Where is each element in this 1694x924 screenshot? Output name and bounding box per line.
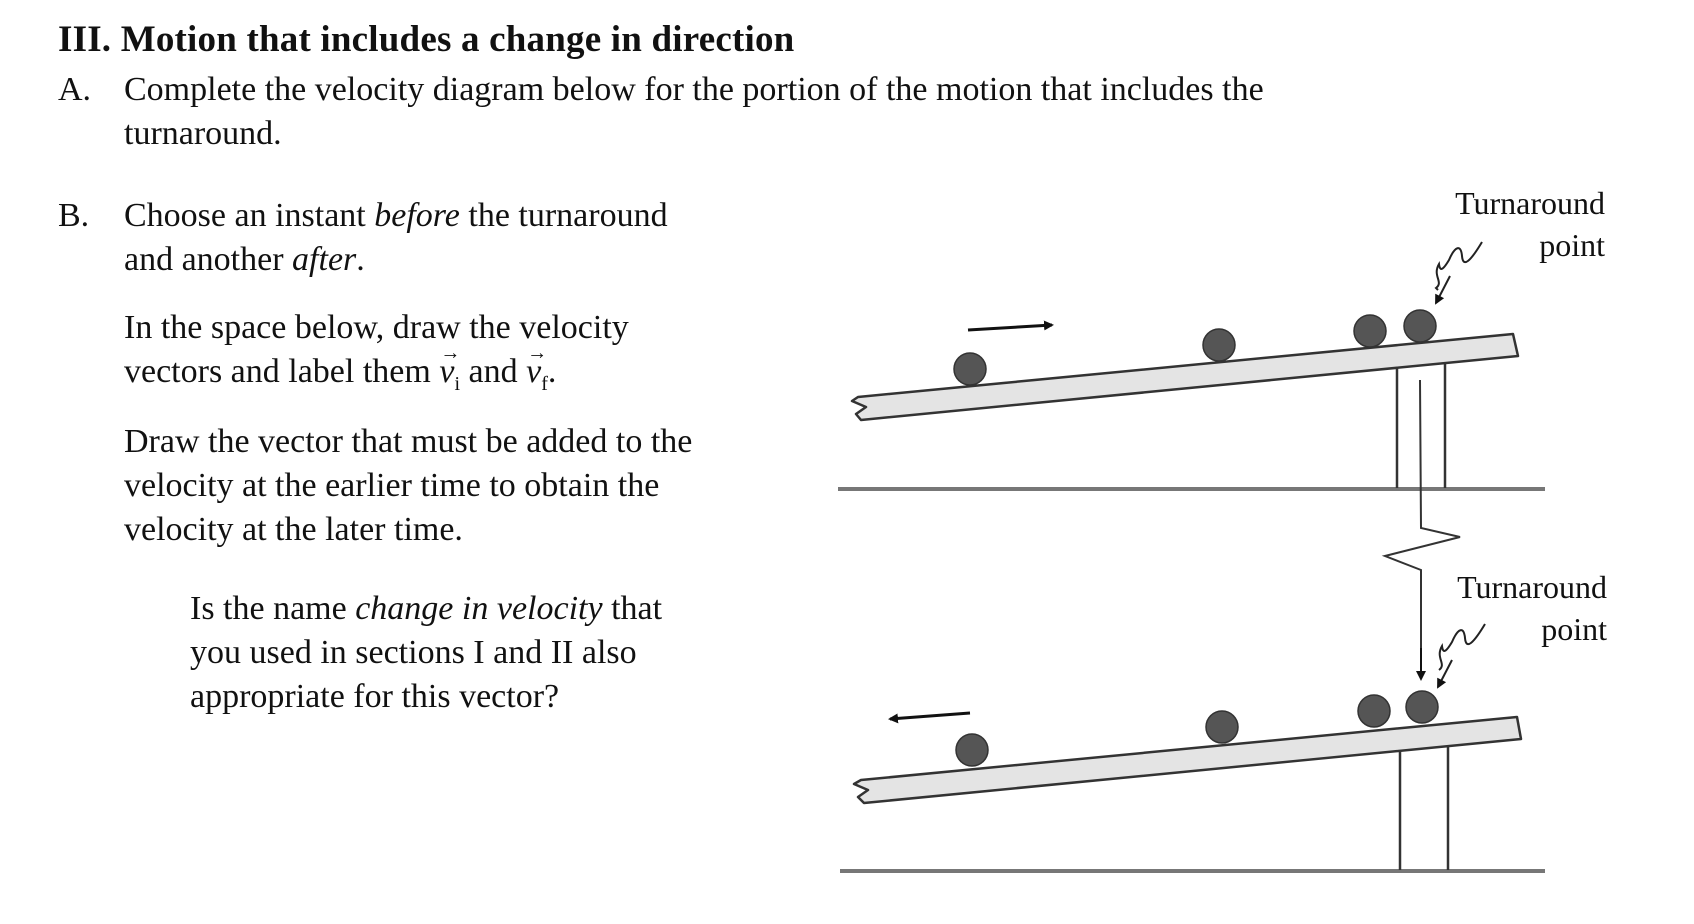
part-b-marker: B. (58, 197, 90, 234)
top-ball-2 (1203, 329, 1235, 361)
part-a-marker: A. (58, 71, 92, 108)
emphasis-before: before (374, 197, 460, 234)
bottom-turnaround-pointer-tail (1438, 660, 1452, 687)
bottom-ramp (854, 717, 1521, 803)
part-b-p1-line-1: Choose an instant before the turnaround (124, 197, 668, 234)
vector-v-initial: → $v_i$ (439, 350, 460, 406)
part-a-line-1: Complete the velocity diagram below for the portion of the motion that includes the (124, 71, 1264, 108)
top-ball-1 (954, 353, 986, 385)
question-line-1: Is the name change in velocity that (190, 590, 663, 627)
top-ball-3 (1354, 315, 1386, 347)
vector-v-final: → $v_f$ (526, 350, 548, 406)
top-scene (838, 242, 1545, 489)
part-b-p1-line-2: and another after. (124, 241, 365, 278)
top-turnaround-label: Turnaround point (1455, 185, 1605, 263)
part-b-p3-line-2: velocity at the earlier time to obtain the (124, 467, 660, 504)
bottom-motion-arrow (890, 713, 970, 719)
question-line-2: you used in sections I and II also (190, 634, 637, 671)
part-b-p2-line-1: In the space below, draw the velocity (124, 309, 629, 346)
top-turnaround-pointer (1436, 242, 1482, 290)
bottom-ball-4 (1406, 691, 1438, 723)
emphasis-after: after (292, 241, 357, 278)
question-line-3: appropriate for this vector? (190, 678, 560, 715)
top-ball-4 (1404, 310, 1436, 342)
part-b-p2-line-2: vectors and label them → $v_i$ and → $v_f$. (124, 350, 629, 406)
bottom-ball-3 (1358, 695, 1390, 727)
emphasis-change-in-velocity: change in velocity (355, 590, 603, 627)
part-b-p3-line-3: velocity at the later time. (124, 511, 463, 548)
section-heading: III. Motion that includes a change in direction (58, 19, 795, 60)
part-a-line-2: turnaround. (124, 115, 282, 152)
top-motion-arrow (968, 325, 1052, 330)
top-ramp (852, 334, 1518, 420)
bottom-scene (840, 624, 1545, 871)
bottom-ball-1 (956, 734, 988, 766)
part-b-p3-line-1: Draw the vector that must be added to the (124, 423, 693, 460)
bottom-ball-2 (1206, 711, 1238, 743)
bottom-turnaround-pointer (1439, 624, 1485, 670)
bottom-turnaround-label: Turnaround point (1457, 569, 1607, 647)
